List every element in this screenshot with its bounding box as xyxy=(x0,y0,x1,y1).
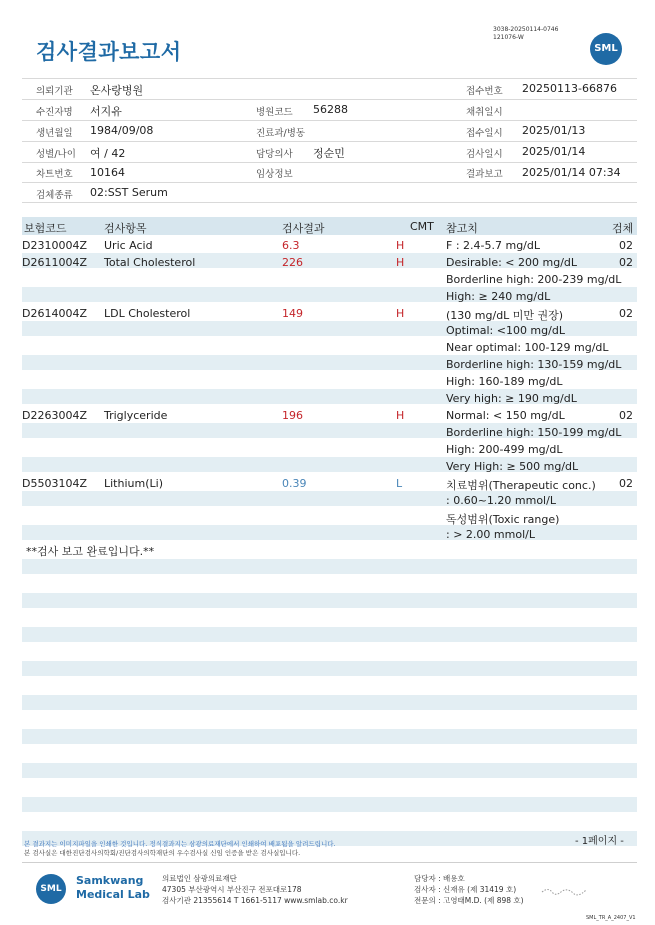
org-info xyxy=(162,873,348,906)
result-item: Total Cholesterol xyxy=(104,256,196,269)
org-address: 47305 부산광역시 부산진구 전포대로178 xyxy=(162,885,302,894)
stripe-band xyxy=(22,593,637,608)
test-date-label: 검사일시 xyxy=(466,149,503,160)
result-reference: Borderline high: 150-199 mg/dL xyxy=(446,426,622,439)
page-number: - 1페이지 - xyxy=(575,836,624,847)
stripe-band xyxy=(22,525,637,540)
clinical-label: 임상정보 xyxy=(256,169,293,180)
birth-value: 1984/09/08 xyxy=(90,124,154,137)
result-value: 149 xyxy=(282,307,303,320)
notice-image-copy: 본 결과지는 이미지파일을 인쇄한 것입니다. 정식결과지는 삼광의료재단에서 인쇄하여 배포됨을 알려드립니다. xyxy=(24,840,336,848)
brand-line1: Samkwang xyxy=(76,874,144,887)
stripe-band xyxy=(22,797,637,812)
header-reference: 참고치 xyxy=(446,222,478,235)
chart-value: 10164 xyxy=(90,166,125,179)
specimen-value: 02:SST Serum xyxy=(90,186,168,199)
header-cmt: CMT xyxy=(410,220,434,233)
result-specimen: 02 xyxy=(619,256,633,269)
brand-name xyxy=(76,874,150,902)
result-reference: Desirable: < 200 mg/dL xyxy=(446,256,578,269)
result-flag: H xyxy=(396,256,405,269)
chart-label: 차트번호 xyxy=(36,169,73,180)
result-specimen: 02 xyxy=(619,239,633,252)
info-divider xyxy=(22,99,637,100)
result-item: LDL Cholesterol xyxy=(104,307,191,320)
result-specimen: 02 xyxy=(619,409,633,422)
info-divider xyxy=(22,202,637,203)
result-reference: 치료범위(Therapeutic conc.) xyxy=(446,479,596,492)
test-date-value: 2025/01/14 xyxy=(522,145,586,158)
result-value: 0.39 xyxy=(282,477,307,490)
hosp-code-label: 병원코드 xyxy=(256,107,293,118)
receipt-no-value: 20250113-66876 xyxy=(522,82,617,95)
footer-divider xyxy=(22,862,637,863)
stripe-band xyxy=(22,729,637,744)
result-reference: Borderline high: 200-239 mg/dL xyxy=(446,273,622,286)
page-title: 검사결과보고서 xyxy=(36,40,182,64)
org-contact: 검사기관 21355614 T 1661-5117 www.smlab.co.kr xyxy=(162,896,348,905)
collect-date-label: 채취일시 xyxy=(466,107,503,118)
hospital-label: 의뢰기관 xyxy=(36,86,73,97)
result-code: D2310004Z xyxy=(22,239,87,252)
result-flag: H xyxy=(396,239,405,252)
result-reference: Very High: ≥ 500 mg/dL xyxy=(446,460,579,473)
result-reference: High: 200-499 mg/dL xyxy=(446,443,563,456)
result-item: Triglyceride xyxy=(104,409,168,422)
document-code xyxy=(493,26,558,42)
result-value: 226 xyxy=(282,256,303,269)
staff-tester: 검사자 : 신재유 (제 31419 호) xyxy=(414,885,517,894)
birth-label: 생년월일 xyxy=(36,128,73,139)
result-reference: : 0.60~1.20 mmol/L xyxy=(446,494,556,507)
receipt-no-label: 접수번호 xyxy=(466,86,503,97)
result-specimen: 02 xyxy=(619,307,633,320)
sex-age-value: 여 / 42 xyxy=(90,147,126,160)
result-reference: Near optimal: 100-129 mg/dL xyxy=(446,341,609,354)
stripe-band xyxy=(22,661,637,676)
org-name: 의료법인 삼광의료재단 xyxy=(162,874,237,883)
header-specimen: 검체 xyxy=(612,222,634,235)
dept-label: 진료과/병동 xyxy=(256,128,306,139)
result-reference: (130 mg/dL 미만 권장) xyxy=(446,309,564,322)
header-code: 보험코드 xyxy=(24,222,67,235)
hospital-value: 온사랑병원 xyxy=(90,84,144,97)
result-code: D2263004Z xyxy=(22,409,87,422)
result-code: D2614004Z xyxy=(22,307,87,320)
result-reference: : > 2.00 mmol/L xyxy=(446,528,535,541)
doctor-value: 정순민 xyxy=(313,147,345,160)
result-specimen: 02 xyxy=(619,477,633,490)
staff-info xyxy=(414,873,524,906)
signature-image xyxy=(540,881,590,891)
result-reference: High: 160-189 mg/dL xyxy=(446,375,563,388)
result-item: Uric Acid xyxy=(104,239,153,252)
info-divider xyxy=(22,120,637,121)
stripe-band xyxy=(22,627,637,642)
report-label: 결과보고 xyxy=(466,169,503,180)
stripe-band xyxy=(22,559,637,574)
result-value: 6.3 xyxy=(282,239,300,252)
result-reference: Optimal: <100 mg/dL xyxy=(446,324,565,337)
result-code: D2611004Z xyxy=(22,256,87,269)
result-code: D5503104Z xyxy=(22,477,87,490)
report-value: 2025/01/14 07:34 xyxy=(522,166,621,179)
result-reference: Borderline high: 130-159 mg/dL xyxy=(446,358,622,371)
patient-value: 서지유 xyxy=(90,105,122,118)
result-reference: F : 2.4-5.7 mg/dL xyxy=(446,239,540,252)
stripe-band xyxy=(22,763,637,778)
info-divider xyxy=(22,182,637,183)
result-value: 196 xyxy=(282,409,303,422)
result-reference: Normal: < 150 mg/dL xyxy=(446,409,565,422)
receipt-date-label: 접수일시 xyxy=(466,128,503,139)
result-reference: 독성범위(Toxic range) xyxy=(446,513,560,526)
result-flag: H xyxy=(396,409,405,422)
info-divider xyxy=(22,162,637,163)
staff-manager: 담당자 : 배용호 xyxy=(414,874,465,883)
info-divider xyxy=(22,141,637,142)
patient-label: 수진자명 xyxy=(36,107,73,118)
result-item: Lithium(Li) xyxy=(104,477,163,490)
result-reference: High: ≥ 240 mg/dL xyxy=(446,290,551,303)
sex-age-label: 성별/나이 xyxy=(36,149,76,160)
document-code-line2: 121076-W xyxy=(493,34,524,41)
receipt-date-value: 2025/01/13 xyxy=(522,124,586,137)
hosp-code-value: 56288 xyxy=(313,103,348,116)
sml-logo: SML xyxy=(590,33,622,65)
form-code: SML_TR_A_2407_V1 xyxy=(586,915,636,921)
report-complete-note: **검사 보고 완료입니다.** xyxy=(26,545,155,558)
specimen-label: 검체종류 xyxy=(36,190,73,201)
result-flag: H xyxy=(396,307,405,320)
document-code-line1: 3038-20250114-0746 xyxy=(493,26,559,33)
footer-sml-logo: SML xyxy=(36,874,66,904)
notice-certified-lab: 본 검사실은 대한진단검사의학회/진단검사의학재단의 우수검사실 신임 인증을 받은 검사실입니다. xyxy=(24,849,301,857)
result-reference: Very high: ≥ 190 mg/dL xyxy=(446,392,577,405)
info-divider xyxy=(22,78,637,79)
stripe-band xyxy=(22,695,637,710)
staff-physician: 전문의 : 고영태M.D. (제 898 호) xyxy=(414,896,524,905)
brand-line2: Medical Lab xyxy=(76,888,150,901)
header-result: 검사결과 xyxy=(282,222,325,235)
doctor-label: 담당의사 xyxy=(256,149,293,160)
result-flag: L xyxy=(396,477,403,490)
header-item: 검사항목 xyxy=(104,222,147,235)
